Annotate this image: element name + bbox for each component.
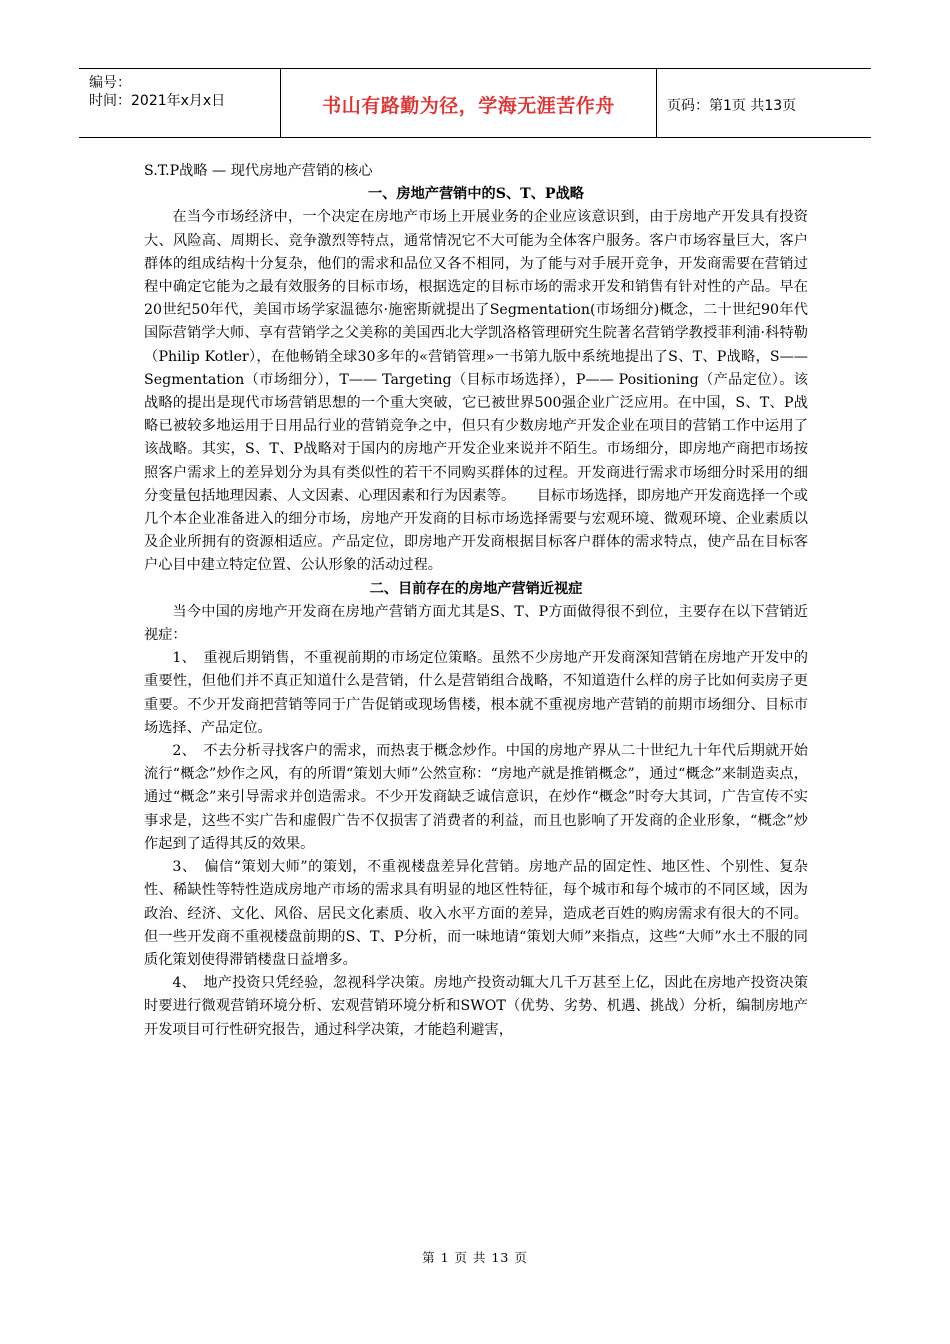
document-time-label: 时间：2021年x月x日 <box>89 93 226 109</box>
header-motto-cell <box>281 69 657 137</box>
section-2-item-3: 3、 偏信“策划大师”的策划，不重视楼盘差异化营销。房地产品的固定性、地区性、个别性、复杂性、稀缺性等特性造成房地产市场的需求具有明显的地区性特征，每个城市和每个城市的不同区域，因为政治、经济、文化、风俗、居民文化素质、收入水平方面的差异，造成老百姓的购房需求有很大的不同。但一些开发商不重视楼盘前期的S、T、P分析，而一味地请“策划大师”来指点，这些“大师”水土不服的同质化策划使得滞销楼盘日益增多。 <box>144 859 808 968</box>
header-page-number: 页码：第1页 共13页 <box>667 98 797 114</box>
section-2-item-2: 2、 不去分析寻找客户的需求，而热衷于概念炒作。中国的房地产界从二十世纪九十年代后期就开始流行“概念”炒作之风，有的所谓“策划大师”公然宣称：“房地产就是推销概念”，通过“概念”来制造卖点，通过“概念”来引导需求并创造需求。不少开发商缺乏诚信意识，在炒作“概念”时夸大其词，广告宣传不实事求是，这些不实广告和虚假广告不仅损害了消费者的利益，而且也影响了开发商的企业形象，“概念”炒作起到了适得其反的效果。 <box>144 743 808 852</box>
document-body <box>144 160 808 1042</box>
section-2-intro-paragraph: 当今中国的房地产开发商在房地产营销方面尤其是S、T、P方面做得很不到位，主要存在以下营销近视症： <box>144 603 808 644</box>
header-meta-cell <box>79 69 281 137</box>
section-1-paragraph: 在当今市场经济中，一个决定在房地产市场上开展业务的企业应该意识到，由于房地产开发具有投资大、风险高、周期长、竞争激烈等特点，通常情况它不大可能为全体客户服务。客户市场容量巨大，客户群体的组成结构十分复杂，他们的需求和品位又各不相同，为了能与对手展开竞争，开发商需要在营销过程中确定它能为之最有效服务的目标市场，根据选定的目标市场的需求开发和销售有针对性的产品。早在20世纪50年代，美国市场学家温德尔·施密斯就提出了Segmentation(市场细分)概念，二十世纪90年代国际营销学大师、享有营销学之父美称的美国西北大学凯洛格管理研究生院著名营销学教授菲利浦·科特勒（Philip Kotler），在他畅销全球30多年的«营销管理»一书第九版中系统地提出了S、T、P战略，S——Segmentation（市场细分），T—— Targeting（目标市场选择），P—— Positioning（产品定位）。该战略的提出是现代市场营销思想的一个重大突破，它已被世界500强企业广泛应用。在中国，S、T、P战略已被较多地运用于日用品行业的营销竞争之中，但只有少数房地产开发企业在项目的营销工作中运用了该战略。其实，S、T、P战略对于国内的房地产开发企业来说并不陌生。市场细分，即房地产商把市场按照客户需求上的差异划分为具有类似性的若干不同购买群体的过程。开发商进行需求市场细分时采用的细分变量包括地理因素、人文因素、心理因素和行为因素等。 目标市场选择，即房地产开发商选择一个或几个本企业准备进入的细分市场，房地产开发商的目标市场选择需要与宏观环境、微观环境、企业素质以及企业所拥有的资源相适应。产品定位，即房地产开发商根据目标客户群体的需求特点，使产品在目标客户心目中建立特定位置、公认形象的活动过程。 <box>144 209 808 574</box>
section-2-item-1: 1、 重视后期销售，不重视前期的市场定位策略。虽然不少房地产开发商深知营销在房地产开发中的重要性，但他们并不真正知道什么是营销，什么是营销组合战略，不知道造什么样的房子比如何卖房子更重要。不少开发商把营销等同于广告促销或现场售楼，根本就不重视房地产营销的前期市场细分、目标市场选择、产品定位。 <box>144 650 808 736</box>
document-title: S.T.P战略 — 现代房地产营销的核心 <box>144 163 373 179</box>
page-header <box>79 68 871 138</box>
document-number-label: 编号： <box>89 75 131 91</box>
section-2-item-4: 4、 地产投资只凭经验，忽视科学决策。房地产投资动辄大几千万甚至上亿，因此在房地产投资决策时要进行微观营销环境分析、宏观营销环境分析和SWOT（优势、劣势、机遇、挑战）分析，编制房地产开发项目可行性研究报告，通过科学决策，才能趋利避害， <box>144 975 808 1038</box>
section-2-heading: 二、目前存在的房地产营销近视症 <box>369 580 583 597</box>
header-motto: 书山有路勤为径，学海无涯苦作舟 <box>322 95 615 117</box>
section-1-heading: 一、房地产营销中的S、T、P战略 <box>368 186 584 203</box>
page-footer: 第 1 页 共 13 页 <box>422 1250 528 1265</box>
header-page-cell <box>657 69 871 137</box>
